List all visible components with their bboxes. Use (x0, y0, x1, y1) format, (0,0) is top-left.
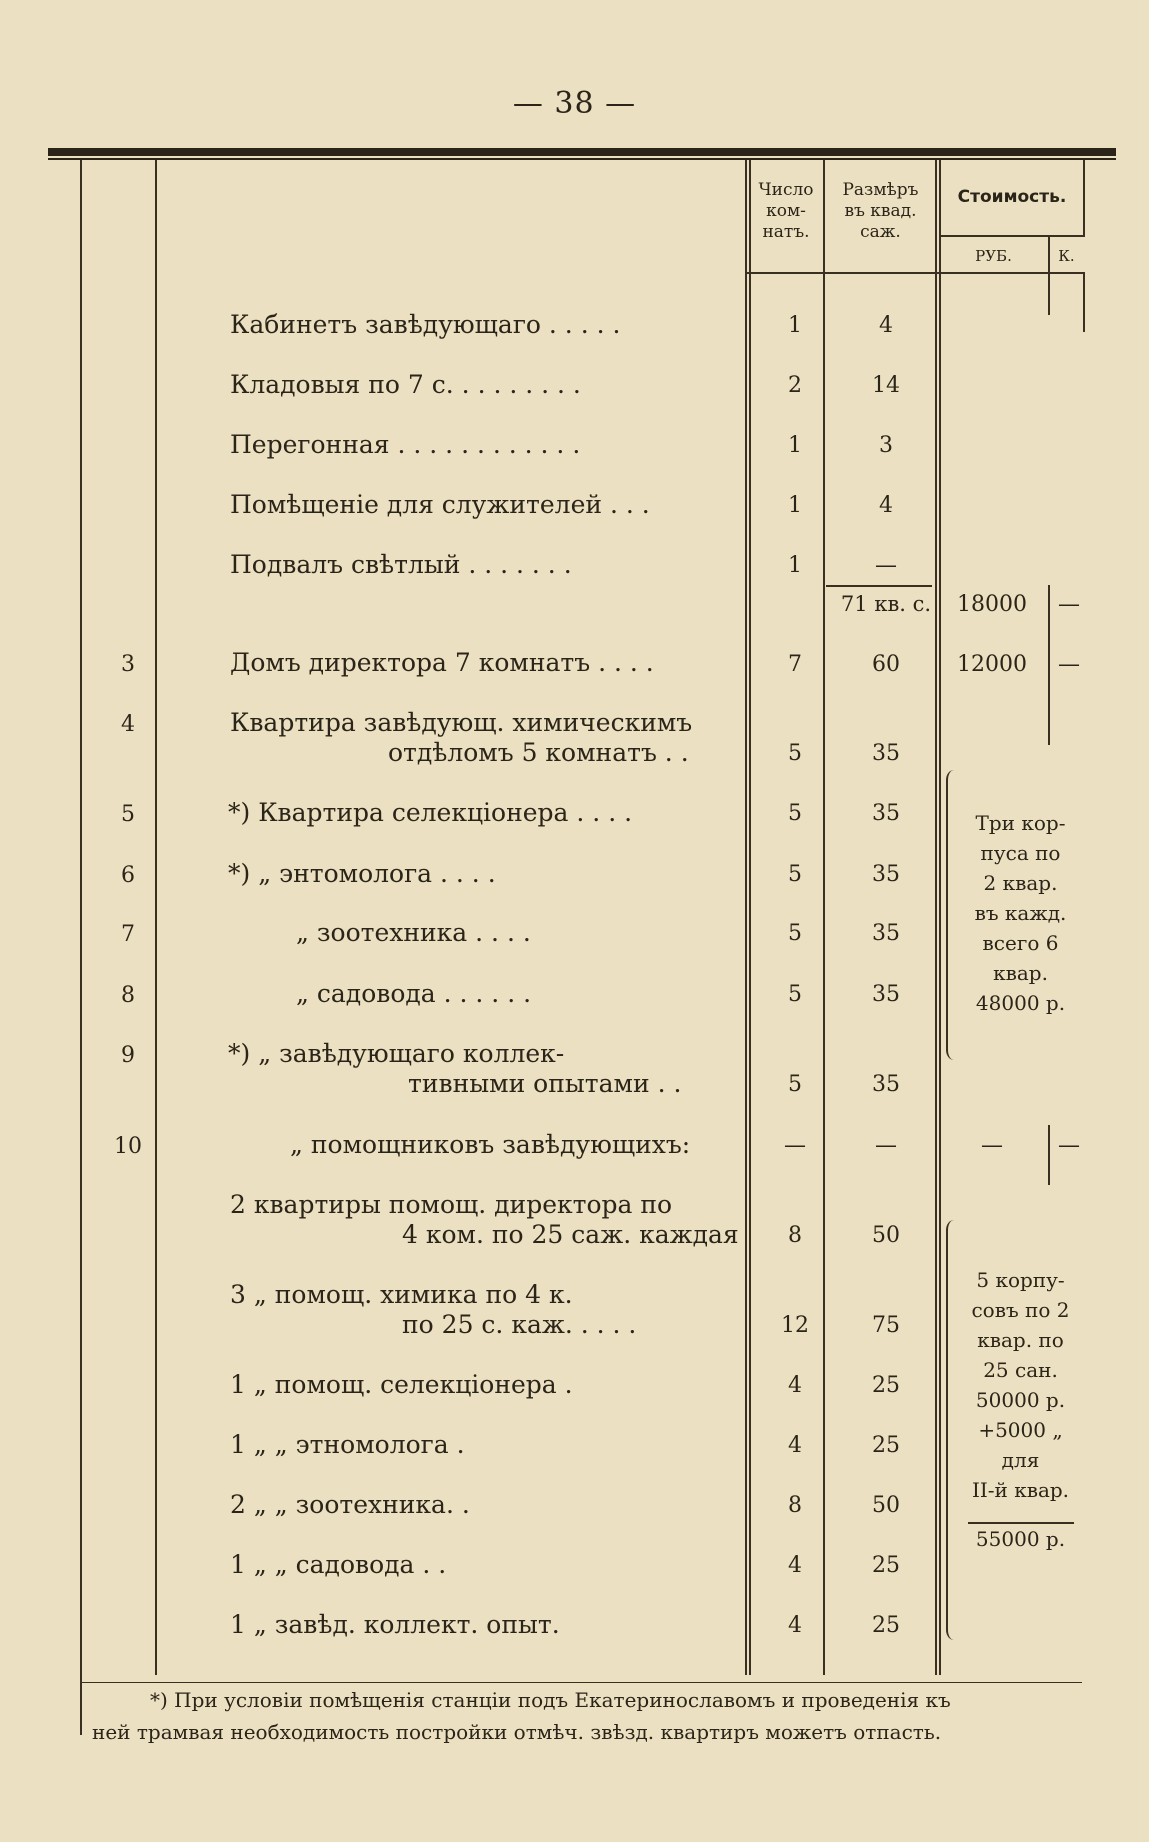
row-10-num: 7 (121, 922, 135, 947)
header-size: Размѣръ въ квад. саж. (842, 180, 919, 242)
row-13-num: 10 (114, 1134, 142, 1159)
row-15-desc-2: по 25 с. каж. . . . . (402, 1310, 637, 1339)
row-5-rub: 18000 (957, 592, 1027, 617)
row-14-desc-1: 2 квартиры помощ. директора по (230, 1190, 673, 1219)
row-1-rooms: 2 (788, 373, 802, 398)
row-17-size: 25 (872, 1433, 900, 1458)
row-7-rooms: 5 (788, 741, 802, 766)
row-14-size: 50 (872, 1223, 900, 1248)
row-19-size: 25 (872, 1553, 900, 1578)
row-2-desc: Перегонная . . . . . . . . . . . . (230, 430, 581, 459)
row-1-size: 14 (872, 373, 900, 398)
row-8-rooms: 5 (788, 801, 802, 826)
row-6-rub: 12000 (957, 652, 1027, 677)
row-3-desc: Помѣщеніе для служителей . . . (230, 490, 650, 519)
header-rub: РУБ. (975, 247, 1012, 265)
kop-col-edge (1083, 272, 1085, 332)
row-20-size: 25 (872, 1613, 900, 1638)
row-6-rooms: 7 (788, 652, 802, 677)
row-0-size: 4 (879, 313, 893, 338)
row-4-size: — (875, 553, 897, 578)
row-3-size: 4 (879, 493, 893, 518)
row-10-size: 35 (872, 921, 900, 946)
row-11-num: 8 (121, 983, 135, 1008)
row-0-rooms: 1 (788, 313, 802, 338)
row-16-desc: 1 „ помощ. селекціонера . (230, 1370, 573, 1399)
row-4-desc: Подвалъ свѣтлый . . . . . . . (230, 550, 572, 579)
row-16-size: 25 (872, 1373, 900, 1398)
header-rooms: Число ком- натъ. (758, 180, 814, 242)
row-8-desc: *) Квартира селекціонера . . . . (228, 798, 633, 827)
row-3-rooms: 1 (788, 493, 802, 518)
row-17-desc: 1 „ „ этномолога . (230, 1430, 465, 1459)
note-group-2-total: 55000 р. (975, 1527, 1066, 1551)
row-18-size: 50 (872, 1493, 900, 1518)
row-16-rooms: 4 (788, 1373, 802, 1398)
note-group-2: 5 корпу- совъ по 2 квар. по 25 сан. 50000 р. +5000 „ для II-й квар. (971, 1268, 1070, 1502)
row-13-desc: „ помощниковъ завѣдующихъ: (290, 1130, 691, 1159)
row-6-num: 3 (121, 652, 135, 677)
row-5-size: 71 кв. с. (840, 592, 932, 616)
subtotal-rule (826, 585, 932, 587)
row-7-num: 4 (121, 712, 135, 737)
row-6-kop: — (1058, 652, 1080, 677)
desc-col-border (745, 160, 747, 1675)
note-group-1: Три кор- пуса по 2 квар. въ кажд. всего 6 квар. 48000 р. (974, 811, 1067, 1015)
left-border (80, 160, 82, 1735)
row-14-desc-2: 4 ком. по 25 саж. каждая (402, 1220, 739, 1249)
row-11-rooms: 5 (788, 982, 802, 1007)
row-8-size: 35 (872, 801, 900, 826)
row-12-desc-1: *) „ завѣдующаго коллек- (228, 1039, 565, 1068)
row-2-rooms: 1 (788, 433, 802, 458)
row-9-desc: *) „ энтомолога . . . . (228, 859, 496, 888)
row-9-size: 35 (872, 862, 900, 887)
row-13-rooms: — (784, 1133, 806, 1158)
num-col-border (155, 160, 157, 1675)
row-13-size: — (875, 1133, 897, 1158)
row-13-kop: — (1058, 1133, 1080, 1158)
header-cost: Стоимость. (957, 187, 1067, 207)
row-12-num: 9 (121, 1043, 135, 1068)
row-11-desc: „ садовода . . . . . . (296, 979, 532, 1008)
row-13-rub: — (981, 1133, 1003, 1158)
row-10-rooms: 5 (788, 921, 802, 946)
row-20-rooms: 4 (788, 1613, 802, 1638)
row-9-num: 6 (121, 863, 135, 888)
page-number: — 38 — (512, 86, 637, 121)
row-8-num: 5 (121, 802, 135, 827)
footnote-line-2: ней трамвая необходимость постройки отмѣч. звѣзд. квартиръ можетъ отпасть. (92, 1720, 942, 1744)
row-19-rooms: 4 (788, 1553, 802, 1578)
row-12-size: 35 (872, 1072, 900, 1097)
row-18-desc: 2 „ „ зоотехника. . (230, 1490, 470, 1519)
row-4-rooms: 1 (788, 553, 802, 578)
header-bottom-rule (745, 272, 1085, 274)
row-0-desc: Кабинетъ завѣдующаго . . . . . (230, 310, 621, 339)
row-12-desc-2: тивными опытами . . (408, 1069, 682, 1098)
row-6-size: 60 (872, 652, 900, 677)
row-10-desc: „ зоотехника . . . . (296, 918, 531, 947)
top-rule (48, 148, 1116, 156)
row-15-rooms: 12 (781, 1313, 809, 1338)
row-5-kop: — (1058, 592, 1080, 617)
footnote-rule (82, 1682, 1082, 1683)
top-rule-thin (48, 158, 1116, 160)
row-14-rooms: 8 (788, 1223, 802, 1248)
footnote-line-1: *) При условіи помѣщенія станціи подъ Екатеринославомъ и проведенія къ (150, 1688, 951, 1712)
row-12-rooms: 5 (788, 1072, 802, 1097)
row-6-desc: Домъ директора 7 комнатъ . . . . (230, 648, 654, 677)
row-20-desc: 1 „ завѣд. коллект. опыт. (230, 1610, 560, 1639)
cost-sub-rule (939, 235, 1085, 237)
row-18-rooms: 8 (788, 1493, 802, 1518)
row-19-desc: 1 „ „ садовода . . (230, 1550, 447, 1579)
row-11-size: 35 (872, 982, 900, 1007)
row-7-desc-1: Квартира завѣдующ. химическимъ (230, 708, 693, 737)
row-15-desc-1: 3 „ помощ. химика по 4 к. (230, 1280, 573, 1309)
row-7-desc-2: отдѣломъ 5 комнатъ . . (388, 738, 689, 767)
row-15-size: 75 (872, 1313, 900, 1338)
row-9-rooms: 5 (788, 862, 802, 887)
row-2-size: 3 (879, 433, 893, 458)
header-kop: К. (1058, 247, 1075, 265)
row-1-desc: Кладовыя по 7 с. . . . . . . . . (230, 370, 581, 399)
row-17-rooms: 4 (788, 1433, 802, 1458)
row-7-size: 35 (872, 741, 900, 766)
